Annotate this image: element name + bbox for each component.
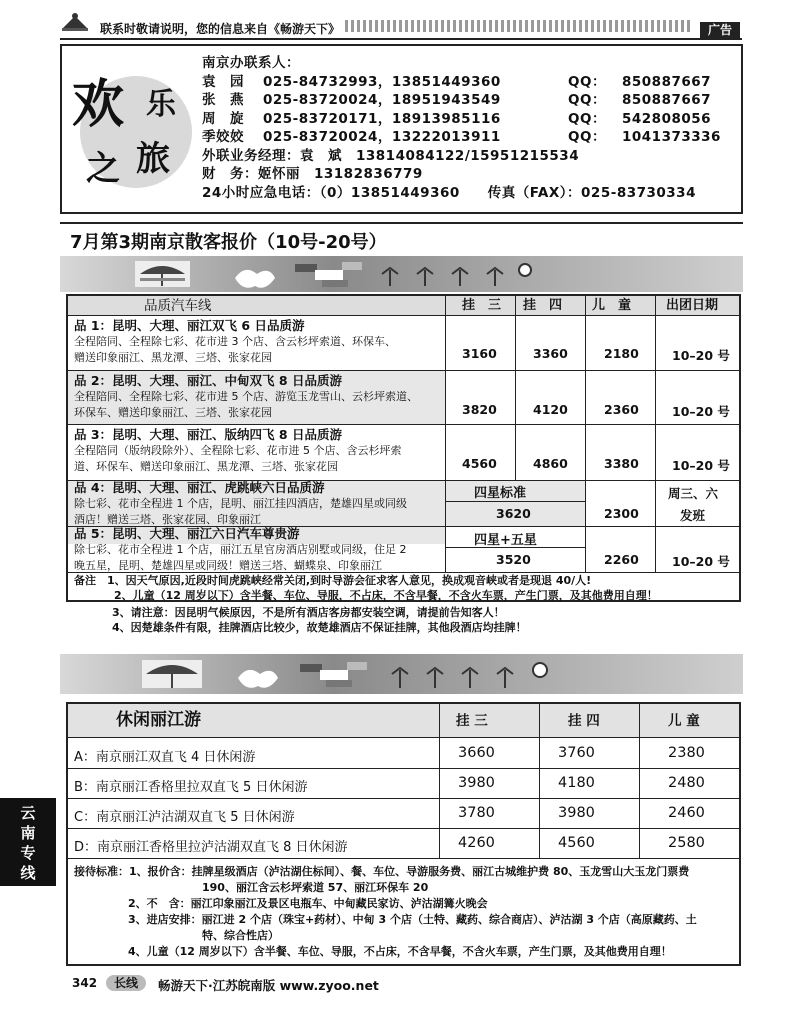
finance-line: 财 务：姬怀丽 13182836779 [202, 166, 423, 182]
price-c2: 3980 [558, 805, 595, 821]
qq-label: QQ： [568, 129, 606, 145]
remark-line: 3、请注意：因昆明气候原因，不是所有酒店客房都安装空调，请提前告知客人！ [112, 606, 505, 619]
row-desc: 晚五星，昆明、楚雄四星或同级！赠送三塔、蝴蝶泉、印象丽江 [74, 559, 382, 572]
ad-label: 广告 [700, 22, 740, 38]
price-c2: 4560 [558, 835, 595, 851]
remark-line: 备注 1、因天气原因,近段时间虎跳峡经常关闭,到时导游会征求客人意见，换成观音峡或者是现退 40/人! [74, 574, 592, 587]
hotel-standard-label: 四星+五星 [474, 533, 537, 548]
price-child: 2300 [604, 506, 639, 521]
page-footer [66, 973, 741, 993]
row-title: 品 2：昆明、大理、丽江、中甸双飞 8 日品质游 [74, 373, 342, 388]
standard-line: 3、进店安排：丽江进 2 个店（珠宝+药材）、中甸 3 个店（土特、藏药、综合商店）、泸沽湖 3 个店（高原藏药、土 [128, 913, 697, 926]
row-desc: 全程陪同（版纳段除外）、全程除七彩、花市进 5 个店、含云杉坪索 [74, 444, 402, 457]
table-row: C：南京丽江泸沽湖双直飞 5 日休闲游 [74, 810, 295, 825]
header-line: 品质汽车线 [144, 298, 212, 314]
row-desc: 全程陪同、全程除七彩、花市进 3 个店、含云杉坪索道、环保车、 [74, 335, 396, 348]
decorative-banner [60, 654, 743, 694]
publisher: 畅游天下·江苏皖南版 www.zyoo.net [158, 978, 379, 993]
table-row [74, 373, 418, 421]
tree-icons [382, 264, 531, 286]
departure-date: 10–20 号 [672, 404, 730, 419]
header-line: 休闲丽江游 [116, 710, 201, 730]
table-row [74, 480, 407, 528]
header-c2: 挂 四 [523, 298, 563, 313]
qq-label: QQ： [568, 92, 606, 108]
price-child: 2180 [604, 346, 639, 361]
header-c4: 出团日期 [666, 298, 719, 313]
price-c1: 3780 [458, 805, 495, 821]
price-c2: 4120 [533, 402, 568, 417]
row-desc: 道、环保车、赠送印象丽江、黑龙潭、三塔、张家花园 [74, 460, 338, 473]
office-label: 南京办联系人： [202, 55, 300, 71]
price-child: 2480 [668, 775, 705, 791]
header-c3: 儿 童 [668, 713, 700, 729]
contact-name: 周 旋 [202, 110, 244, 127]
remarks-continued [112, 605, 527, 635]
row-desc: 除七彩、花市全程进 1 个店，丽江五星官房酒店别墅或同级，住足 2 [74, 543, 407, 556]
price-child: 2580 [668, 835, 705, 851]
remarks [74, 574, 658, 603]
contact-qq: 1041373336 [622, 129, 721, 145]
row-title: 品 4：昆明、大理、丽江、虎跳峡六日品质游 [74, 480, 325, 495]
row-desc: 除七彩、花市全程进 1 个店，昆明、丽江挂四酒店，楚雄四星或同级 [74, 497, 407, 510]
contact-person [202, 73, 712, 92]
row-desc: 赠送印象丽江、黑龙潭、三塔、张家花园 [74, 351, 272, 364]
page-title: 7月第3期南京散客报价（10号-20号） [70, 232, 387, 253]
table-row: D：南京丽江香格里拉泸沽湖双直飞 8 日休闲游 [74, 840, 348, 855]
standard-line: 2、不 含：丽江印象丽江及景区电瓶车、中甸藏民家访、泸沽湖篝火晚会 [128, 897, 488, 910]
category-badge: 长线 [106, 975, 146, 991]
row-title: 品 3：昆明、大理、丽江、版纳四飞 8 日品质游 [74, 427, 342, 442]
row-desc: 酒店！赠送三塔、张家花园、印象丽江 [74, 513, 261, 526]
contact-phone: 025-83720024，13222013911 [263, 129, 501, 145]
row-desc: 环保车、赠送印象丽江、三塔、张家花园 [74, 406, 272, 419]
qq-label: QQ： [568, 73, 606, 90]
price-heading [60, 222, 743, 252]
header-c1: 挂 三 [462, 298, 502, 313]
page-number: 342 [72, 976, 98, 990]
price-c1: 3820 [462, 402, 497, 417]
brand-char-3: 之 [86, 149, 120, 189]
quality-tour-table [66, 294, 741, 602]
tree-icons [392, 663, 547, 688]
qq-label: QQ： [568, 110, 606, 127]
contact-name: 季姣姣 [202, 129, 244, 145]
bottom-bar [0, 995, 800, 1013]
contact-qq: 850887667 [622, 73, 712, 90]
standard-line: 接待标准：1、报价含：挂牌星级酒店（泸沽湖住标间）、餐、车位、导游服务费、丽江古城维护费 80、玉龙雪山大玉龙门票费 [74, 865, 690, 878]
contact-qq: 850887667 [622, 92, 712, 108]
standard-line: 4、儿童（12 周岁以下）含半餐、车位、导服，不占床，不含早餐，不含火车票，产生门票，及其他费用自理！ [128, 945, 672, 958]
table-row [74, 318, 396, 366]
table-row [74, 427, 402, 475]
price-c1: 3660 [458, 745, 495, 761]
header-c1: 挂 三 [456, 713, 488, 729]
price-c2: 4180 [558, 775, 595, 791]
departure-date-line-2: 发班 [680, 508, 706, 523]
leisure-lijiang-table [66, 702, 741, 966]
source-notice: 联系时敬请说明，您的信息来自《畅游天下》 [100, 22, 341, 36]
row-title: 品 5：昆明、大理、丽江六日汽车尊贵游 [74, 526, 300, 541]
contact-person [202, 128, 721, 147]
manager-line: 外联业务经理：袁 斌 13814084122/15951215534 [202, 147, 580, 164]
price-child: 2260 [604, 552, 639, 567]
price-c1: 3980 [458, 775, 495, 791]
decorative-stripes [345, 20, 690, 32]
price-child: 2460 [668, 805, 705, 821]
row-desc: 全程陪同、全程除七彩、花市进 5 个店、游览玉龙雪山、云杉坪索道、 [74, 390, 418, 403]
table-row: B：南京丽江香格里拉双直飞 5 日休闲游 [74, 780, 308, 795]
magazine-logo-icon [60, 12, 90, 32]
price-combined: 3620 [496, 506, 531, 521]
contact-phone: 025-83720024，18951943549 [263, 92, 501, 108]
contact-phone: 025-84732993，13851449360 [263, 73, 501, 90]
top-bar [0, 0, 800, 38]
table-row [74, 526, 407, 574]
contact-box [60, 44, 743, 214]
standard-line: 190、丽江含云杉坪索道 57、丽江环保车 20 [202, 881, 429, 894]
price-child: 2360 [604, 402, 639, 417]
departure-date-line-1: 周三、六 [668, 486, 719, 501]
contact-name: 袁 园 [202, 73, 244, 90]
row-title: 品 1：昆明、大理、丽江双飞 6 日品质游 [74, 318, 305, 333]
departure-date: 10–20 号 [672, 554, 730, 569]
brand-char-1: 欢 [72, 74, 125, 135]
banner-art [60, 654, 743, 694]
hotel-standard-label: 四星标准 [474, 486, 527, 501]
reception-standard [74, 864, 697, 960]
price-combined: 3520 [496, 552, 531, 567]
banner-art [60, 256, 743, 292]
standard-line: 特、综合性店） [202, 929, 279, 942]
price-c2: 3360 [533, 346, 568, 361]
brand-char-2: 乐 [146, 87, 176, 122]
departure-date: 10–20 号 [672, 348, 730, 363]
remark-line: 2、儿童（12 周岁以下）含半餐、车位、导服，不占床，不含早餐，不含火车票，产生门票，及其他费用自理！ [114, 588, 658, 602]
price-c1: 3160 [462, 346, 497, 361]
brand-logo [66, 52, 206, 202]
contact-person [202, 91, 712, 110]
heart-icon [238, 670, 278, 688]
price-c2: 3760 [558, 745, 595, 761]
contact-qq: 542808056 [622, 110, 712, 127]
decorative-banner [60, 256, 743, 292]
contact-person [202, 110, 712, 129]
price-c2: 4860 [533, 456, 568, 471]
emergency-line: 24小时应急电话：（0）13851449360 传真（FAX）：025-83730334 [202, 184, 696, 201]
contact-list [202, 54, 721, 202]
brand-char-4: 旅 [136, 139, 170, 179]
table-row: A：南京丽江双直飞 4 日休闲游 [74, 750, 256, 765]
price-child: 3380 [604, 456, 639, 471]
contact-name: 张 燕 [202, 92, 244, 108]
departure-date: 10–20 号 [672, 458, 730, 473]
top-divider [60, 38, 742, 40]
price-child: 2380 [668, 745, 705, 761]
header-c3: 儿 童 [592, 298, 632, 313]
header-c2: 挂 四 [568, 713, 600, 729]
section-tab: 云 南 专 线 [0, 798, 56, 886]
contact-phone: 025-83720171，18913985116 [263, 110, 501, 127]
heart-icon [235, 270, 275, 288]
price-c1: 4260 [458, 835, 495, 851]
price-c1: 4560 [462, 456, 497, 471]
remark-line: 4、因楚雄条件有限，挂牌酒店比较少，故楚雄酒店不保证挂牌，其他段酒店均挂牌！ [112, 621, 527, 634]
